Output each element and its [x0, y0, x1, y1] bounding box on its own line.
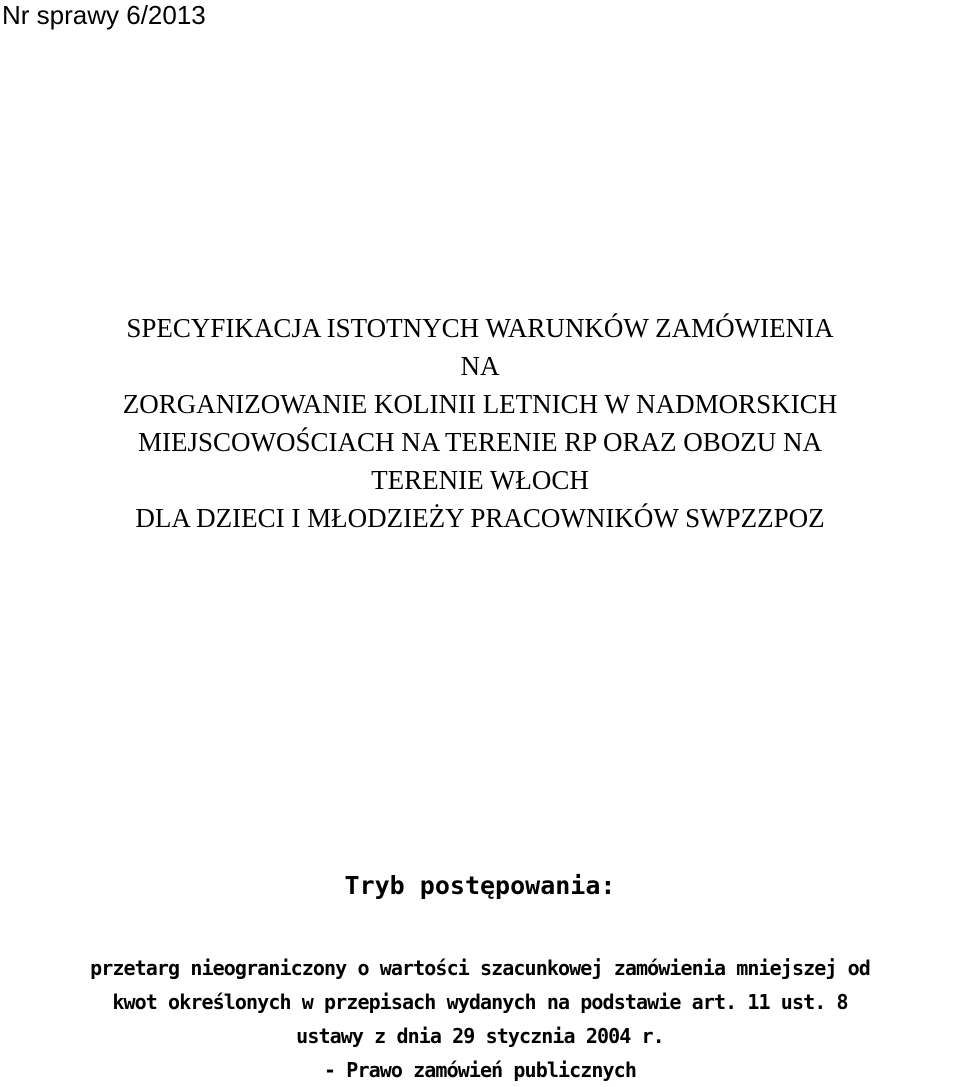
procedure-line: - Prawo zamówień publicznych [324, 1058, 636, 1082]
procedure-line: kwot określonych w przepisach wydanych na podstawie art. 11 ust. 8 [112, 990, 848, 1014]
document-title [0, 309, 960, 537]
procedure-description [0, 951, 960, 1087]
title-line: MIEJSCOWOŚCIACH NA TERENIE RP ORAZ OBOZU NA [137, 427, 823, 457]
title-line: SPECYFIKACJA ISTOTNYCH WARUNKÓW ZAMÓWIENIA [126, 313, 834, 343]
case-number: Nr sprawy 6/2013 [2, 0, 206, 30]
title-line: DLA DZIECI I MŁODZIEŻY PRACOWNIKÓW SWPZZPOZ [135, 503, 825, 533]
procedure-line: przetarg nieograniczony o wartości szacunkowej zamówienia mniejszej od [90, 956, 870, 980]
title-line: ZORGANIZOWANIE KOLINII LETNICH W NADMORSKICH [122, 389, 838, 419]
title-line: NA [460, 351, 500, 381]
procedure-heading: Tryb postępowania: [344, 871, 616, 900]
procedure-line: ustawy z dnia 29 stycznia 2004 r. [296, 1024, 664, 1048]
title-line: TERENIE WŁOCH [371, 465, 589, 495]
